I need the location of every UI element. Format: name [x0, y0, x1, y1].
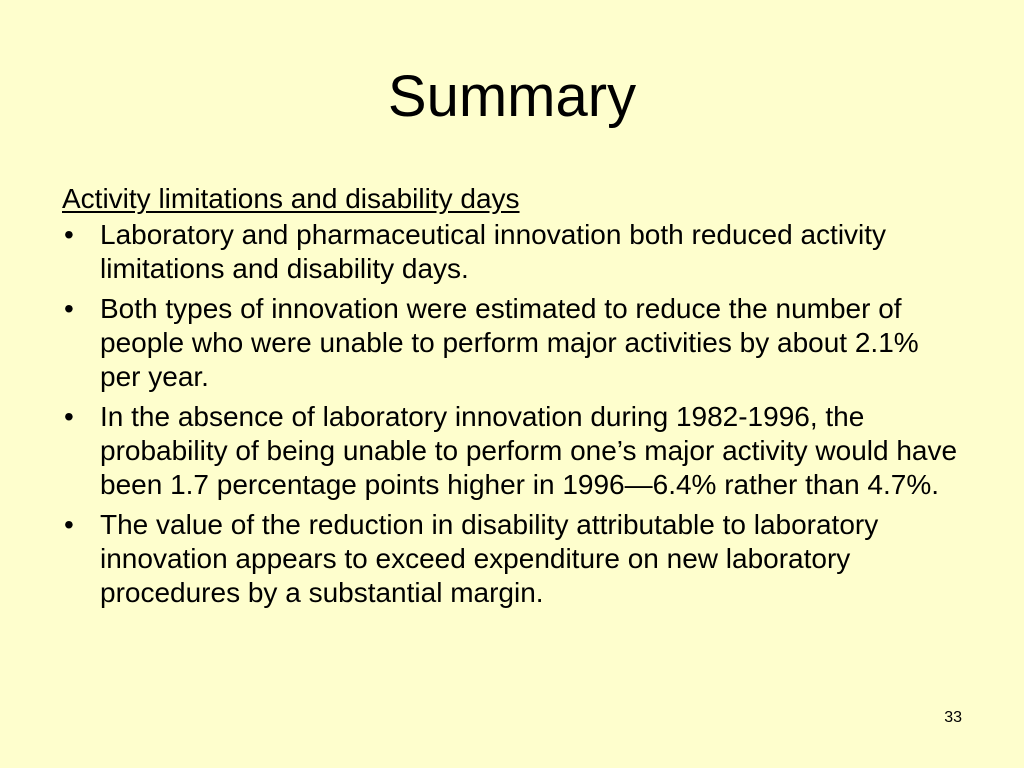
bullet-item — [62, 218, 962, 286]
page-number: 33 — [944, 709, 962, 726]
bullet-item — [62, 508, 962, 610]
bullet-text: Both types of innovation were estimated to reduce the number of people who were unable to perform major activities by about 2.1% per year. — [100, 293, 919, 392]
bullet-marker-icon: • — [64, 293, 74, 324]
bullet-item — [62, 400, 962, 502]
bullet-marker-icon: • — [64, 509, 74, 540]
slide-content — [62, 182, 962, 616]
bullet-item — [62, 292, 962, 394]
bullet-text: In the absence of laboratory innovation during 1982-1996, the probability of being unable to perform one’s major activity would have been 1.7 percentage points higher in 1996—6.4% rather than 4.7%. — [100, 401, 958, 500]
slide-title: Summary — [387, 64, 637, 129]
bullet-list — [62, 218, 962, 610]
bullet-marker-icon: • — [64, 219, 74, 250]
bullet-text: Laboratory and pharmaceutical innovation both reduced activity limitations and disability days. — [100, 219, 887, 284]
bullet-marker-icon: • — [64, 401, 74, 432]
section-subheading: Activity limitations and disability days — [62, 183, 520, 214]
bullet-text: The value of the reduction in disability attributable to laboratory innovation appears to exceed expenditure on new laboratory procedures by a substantial margin. — [100, 509, 879, 608]
